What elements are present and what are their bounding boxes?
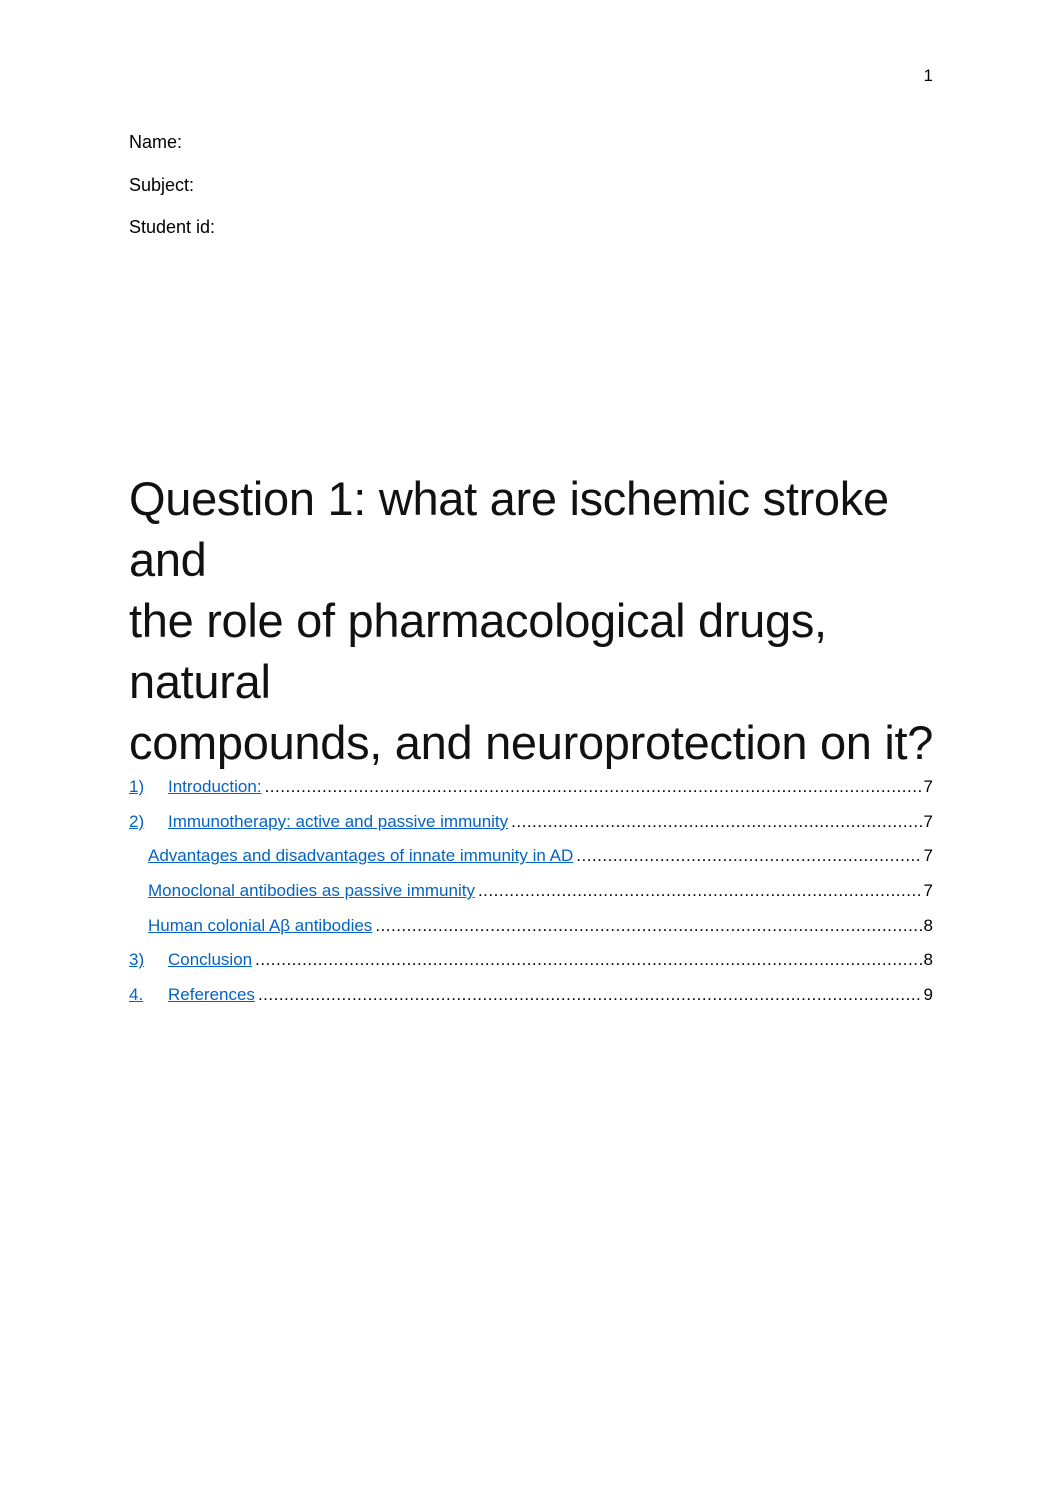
toc-entry-link[interactable]: Advantages and disadvantages of innate immunity in AD [148,846,574,866]
toc-entry-references[interactable] [129,982,933,1017]
toc-entry-number[interactable]: 2) [129,811,145,831]
toc-entry-human-colonial[interactable] [129,913,933,948]
toc-entry-page: 9 [923,985,933,1005]
document-title [129,468,939,773]
subject-label: Subject: [129,174,195,195]
title-line-1: Question 1: what are ischemic stroke and [129,472,889,586]
toc-entry-advantages[interactable] [129,843,933,878]
toc-entry-monoclonal[interactable] [129,878,933,913]
toc-entry-link[interactable]: References [168,985,255,1005]
page-number: 1 [923,66,933,85]
toc-entry-page: 7 [923,811,933,831]
toc-dot-leader [265,774,922,800]
toc-entry-link[interactable]: Introduction: [168,777,262,796]
toc-entry-link[interactable]: Conclusion [168,950,253,970]
toc-dot-leader [255,947,921,973]
student-info [129,129,215,257]
title-line-3: compounds, and neuroprotection on it? [129,716,934,769]
toc-entry-immunotherapy[interactable] [129,809,933,844]
toc-entry-introduction[interactable] [129,774,933,809]
toc-entry-page: 7 [923,846,933,866]
toc-entry-link[interactable]: Immunotherapy: active and passive immunity [168,811,509,831]
toc-entry-number[interactable]: 4. [129,985,144,1005]
toc-entry-number[interactable]: 3) [129,950,145,970]
toc-entry-link[interactable]: Human colonial Aβ antibodies [148,915,373,935]
table-of-contents [129,774,933,1017]
toc-dot-leader [576,843,921,869]
toc-dot-leader [375,913,921,939]
toc-dot-leader [258,982,922,1008]
toc-entry-page: 8 [923,915,933,935]
toc-entry-link[interactable]: Monoclonal antibodies as passive immunity [148,881,475,901]
toc-dot-leader [478,878,922,904]
name-label: Name: [129,132,183,152]
toc-entry-page: 8 [923,950,933,970]
toc-entry-conclusion[interactable] [129,947,933,982]
toc-entry-page: 7 [923,777,933,796]
student-id-label: Student id: [129,217,216,237]
title-line-2: the role of pharmacological drugs, natural [129,594,827,708]
toc-entry-number[interactable]: 1) [129,777,145,796]
toc-entry-page: 7 [923,881,933,901]
toc-dot-leader [511,809,921,835]
